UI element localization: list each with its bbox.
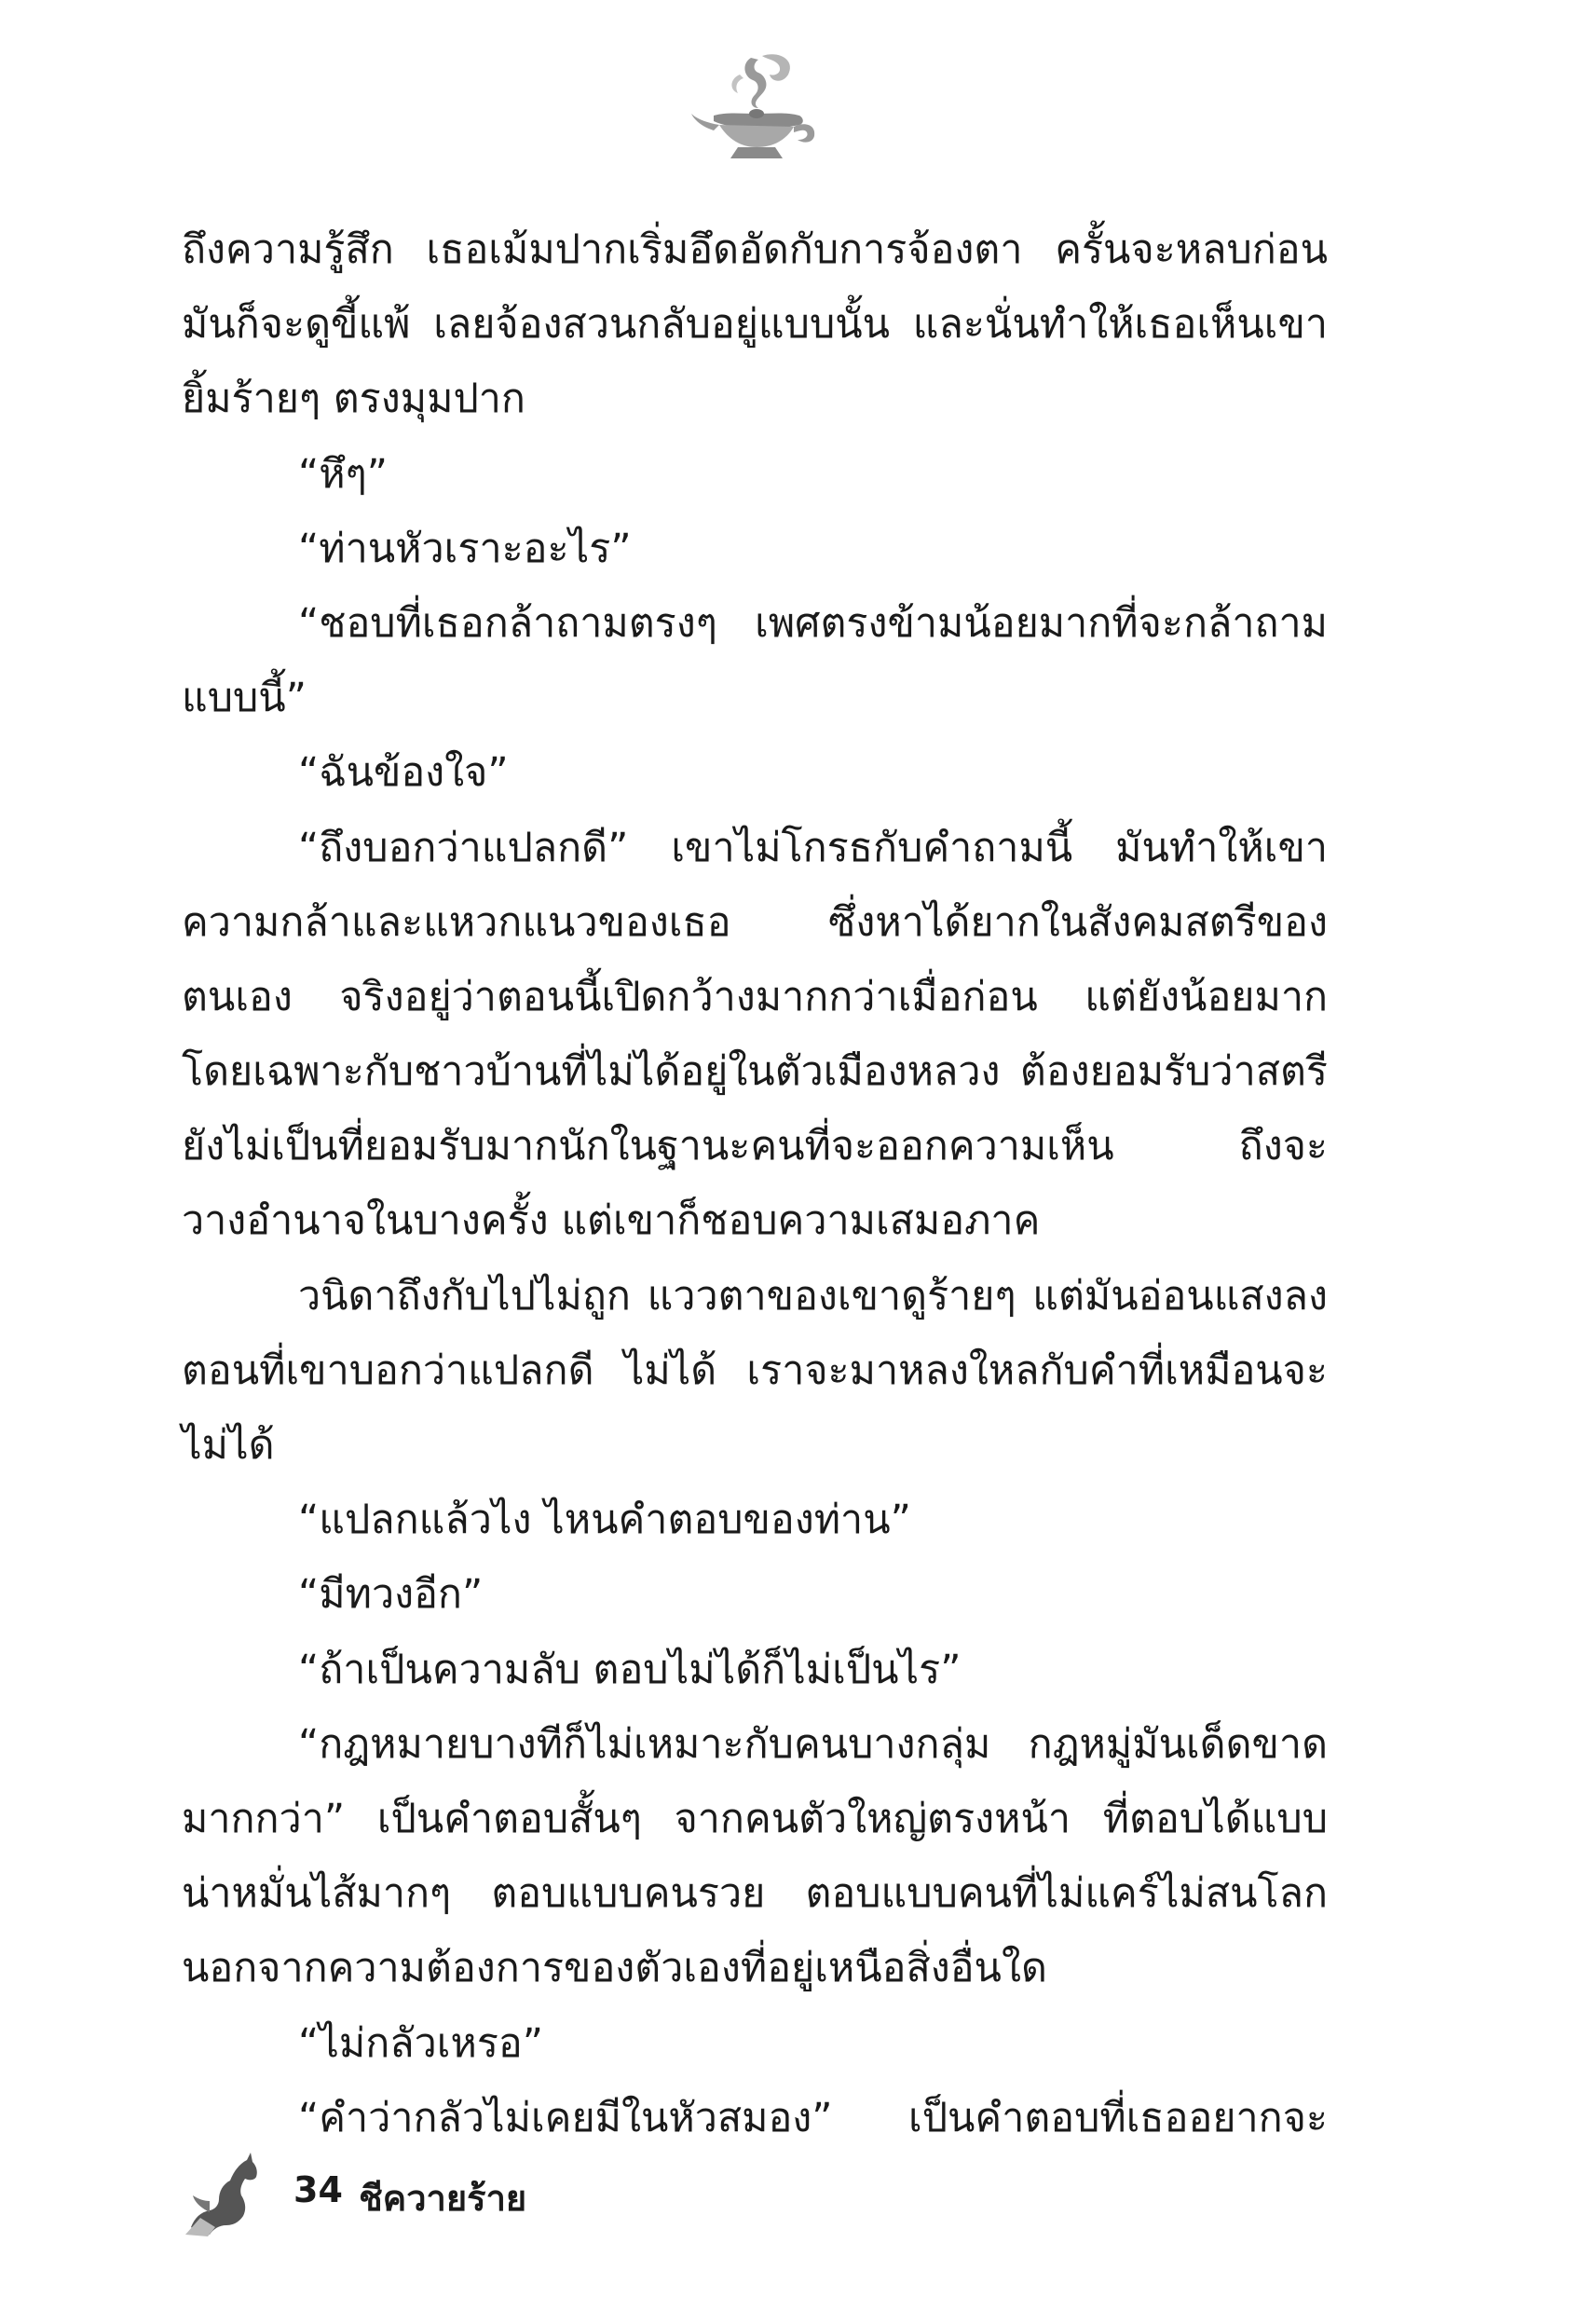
- text-line: นอกจากความต้องการของตัวเองที่อยู่เหนือสิ่งอื่นใด: [182, 1945, 1047, 1992]
- text-line: ไม่ได้: [182, 1422, 275, 1469]
- text-line: “ท่านหัวเราะอะไร”: [298, 525, 632, 572]
- text-line: วางอำนาจในบางครั้ง แต่เขาก็ชอบความเสมอภาค: [182, 1197, 1041, 1245]
- text-line: “กฎหมายบางทีก็ไม่เหมาะกับคนบางกลุ่ม กฎหมู่มันเด็ดขาด: [298, 1720, 1328, 1768]
- genie-lamp-icon: [686, 47, 825, 177]
- page-number: 34: [293, 2169, 343, 2210]
- text-line: แบบนี้”: [182, 675, 307, 722]
- text-line: “คำว่ากลัวไม่เคยมีในหัวสมอง” เป็นคำตอบที่เธออยากจะ: [298, 2094, 1328, 2141]
- text-line: น่าหมั่นไส้มากๆ ตอบแบบคนรวย ตอบแบบคนที่ไม่แคร์ไม่สนโลก: [182, 1870, 1328, 1918]
- text-line: โดยเฉพาะกับชาวบ้านที่ไม่ได้อยู่ในตัวเมืองหลวง ต้องยอมรับว่าสตรี: [182, 1048, 1328, 1096]
- text-line: ถึงความรู้สึก เธอเม้มปากเริ่มอึดอัดกับการจ้องตา ครั้นจะหลบก่อน: [182, 226, 1328, 273]
- text-line: “ไม่กลัวเหรอ”: [298, 2019, 544, 2067]
- text-line: “แปลกแล้วไง ไหนคำตอบของท่าน”: [298, 1497, 911, 1544]
- horse-icon: [182, 2143, 261, 2236]
- text-line: “มีทวงอีก”: [298, 1571, 484, 1619]
- text-line: ตนเอง จริงอยู่ว่าตอนนี้เปิดกว้างมากกว่าเมื่อก่อน แต่ยังน้อยมาก: [182, 973, 1328, 1020]
- text-line: “ถ้าเป็นความลับ ตอบไม่ได้ก็ไม่เป็นไร”: [298, 1646, 962, 1693]
- text-line: วนิดาถึงกับไปไม่ถูก แววตาของเขาดูร้ายๆ แต่มันอ่อนแสงลง: [298, 1272, 1328, 1320]
- text-line: “หึๆ”: [298, 450, 388, 498]
- text-line: “ฉันข้องใจ”: [298, 749, 509, 797]
- text-line: ยังไม่เป็นที่ยอมรับมากนักในฐานะคนที่จะออกความเห็น ถึงจะ: [182, 1123, 1328, 1170]
- text-line: ยิ้มร้ายๆ ตรงมุมปาก: [182, 376, 525, 423]
- text-line: มากกว่า” เป็นคำตอบสั้นๆ จากคนตัวใหญ่ตรงหน้า ที่ตอบได้แบบ: [182, 1795, 1328, 1842]
- book-title: ชีควายร้าย: [359, 2178, 527, 2219]
- text-line: “ถึงบอกว่าแปลกดี” เขาไม่โกรธกับคำถามนี้ มันทำให้เขา: [298, 824, 1328, 871]
- page-footer: [182, 2143, 741, 2246]
- text-line: “ชอบที่เธอกล้าถามตรงๆ เพศตรงข้ามน้อยมากที่จะกล้าถาม: [298, 599, 1328, 647]
- body-text: [182, 212, 1328, 2155]
- text-line: ความกล้าและแหวกแนวของเธอ ซึ่งหาได้ยากในสังคมสตรีของ: [182, 898, 1328, 946]
- text-line: ตอนที่เขาบอกว่าแปลกดี ไม่ได้ เราจะมาหลงใหลกับคำที่เหมือนจะ: [182, 1347, 1328, 1394]
- text-line: มันก็จะดูขี้แพ้ เลยจ้องสวนกลับอยู่แบบนั้น และนั่นทำให้เธอเห็นเขา: [182, 301, 1328, 349]
